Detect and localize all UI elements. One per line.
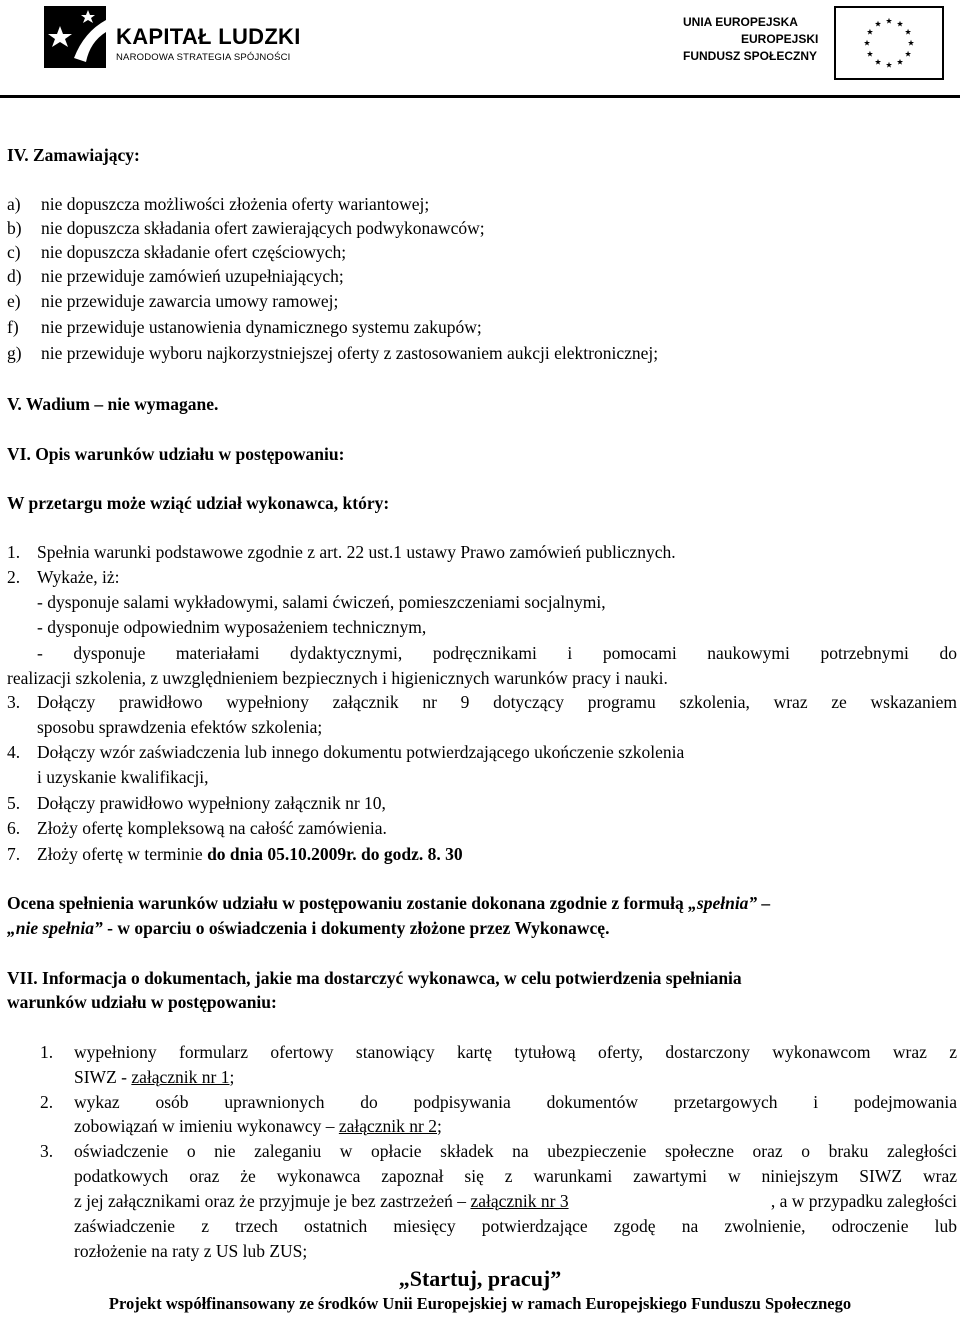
list-item-text: nie dopuszcza składania ofert zawierających podwykonawców; [41,218,485,238]
assessment-line-2 [7,916,609,940]
assessment-line-2-text: - w oparciu o oświadczenia i dokumenty złożone przez Wykonawcę. [102,918,610,938]
section-7-heading-line-1: VII. Informacja o dokumentach, jakie ma dostarczyć wykonawca, w celu potwierdzenia spełniania [7,968,742,988]
section-6-heading: VI. Opis warunków udziału w postępowaniu: [7,444,345,464]
condition-3-line-1: Dołączy prawidłowo wypełniony załącznik nr 9 dotyczący programu szkolenia, wraz ze wskazaniem [37,692,957,712]
document-2-prefix: zobowiązań w imieniu wykonawcy – [74,1116,339,1136]
document-3-line-4: zaświadczenie z trzech ostatnich miesięcy potwierdzające zgodę na zwolnienie, odroczenie lub [74,1216,957,1236]
kapital-ludzki-title: KAPITAŁ LUDZKI [116,24,301,49]
condition-2-sub-1: - dysponuje salami wykładowymi, salami ćwiczeń, pomieszczeniami socjalnymi, [37,592,606,612]
attachment-2-link[interactable]: załącznik nr 2 [338,1116,437,1136]
list-number: 2. [40,1092,54,1112]
document-3-line-5: rozłożenie na raty z US lub ZUS; [74,1241,308,1261]
list-item-text: nie przewiduje wyboru najkorzystniejszej oferty z zastosowaniem aukcji elektronicznej; [41,343,659,363]
document-1-line-1: wypełniony formularz ofertowy stanowiący kartę tytułową oferty, dostarczony wykonawcom wraz z [74,1042,957,1062]
list-number: 3. [7,692,21,712]
document-3-line-2: podatkowych oraz że wykonawca zapoznał się z warunkami zawartymi w niniejszym SIWZ wraz [74,1166,957,1186]
list-item-letter: d) [7,266,22,286]
list-item-text: nie dopuszcza możliwości złożenia oferty wariantowej; [41,194,430,214]
section-6-intro: W przetargu może wziąć udział wykonawca, który: [7,493,390,513]
eu-line-1: UNIA EUROPEJSKA [683,15,798,29]
list-item [7,240,347,264]
condition-7-lead: Złoży ofertę w terminie [37,844,208,864]
list-number: 6. [7,818,21,838]
document-3-line-3 [74,1189,957,1213]
condition-4-line-2: i uzyskanie kwalifikacji, [37,767,209,787]
document-1-suffix: ; [229,1067,235,1087]
condition-2-sub-2: - dysponuje odpowiednim wyposażeniem technicznym, [37,617,427,637]
list-item-text: nie przewiduje ustanowienia dynamicznego systemu zakupów; [41,317,482,337]
list-item [7,289,339,313]
list-item [7,341,659,365]
document-3-suffix: , a w przypadku zaległości [770,1191,957,1211]
list-number: 3. [40,1141,54,1161]
eu-fund-label [683,14,823,65]
condition-2-sub-3-line-2: realizacji szkolenia, z uwzględnieniem bezpiecznych i higienicznych warunków pracy i nauki. [7,668,668,688]
list-item [7,315,482,339]
eu-line-3: FUNDUSZ SPOŁECZNY [683,49,818,63]
condition-1-text: Spełnia warunki podstawowe zgodnie z art. 22 ust.1 ustawy Prawo zamówień publicznych. [37,542,676,562]
list-item-letter: g) [7,343,22,363]
condition-2-sub-3-line-1: - dysponuje materiałami dydaktycznymi, podręcznikami i pomocami naukowymi potrzebnymi do [37,643,957,663]
eu-flag-logo [834,6,944,80]
list-item [7,192,430,216]
page-header [0,0,960,110]
attachment-3-link[interactable]: załącznik nr 3 [470,1191,569,1211]
document-2-line-2 [74,1114,442,1138]
section-5-heading: V. Wadium – nie wymagane. [7,394,219,414]
kapital-ludzki-subtitle: NARODOWA STRATEGIA SPÓJNOŚCI [116,52,291,63]
list-number: 4. [7,742,21,762]
list-item-text: nie przewiduje zamówień uzupełniających; [41,266,344,286]
assessment-not-meets: „nie spełnia” [7,918,103,938]
list-number: 7. [7,844,21,864]
assessment-line-1-text: Ocena spełnienia warunków udziału w postępowaniu zostanie dokonana zgodnie z formułą [7,893,689,913]
list-item-text: nie przewiduje zawarcia umowy ramowej; [41,291,339,311]
deadline-text: do dnia 05.10.2009r. do godz. 8. 30 [207,844,463,864]
footer-cofinancing-note: Projekt współfinansowany ze środków Unii Europejskiej w ramach Europejskiego Funduszu Społecznego [108,1294,852,1313]
document-2-line-1: wykaz osób uprawnionych do podpisywania dokumentów przetargowych i podejmowania [74,1092,957,1112]
list-item-letter: a) [7,194,21,214]
kapital-ludzki-logo [40,2,110,72]
section-7-heading-line-2: warunków udziału w postępowaniu: [7,992,277,1012]
eu-line-2: EUROPEJSKI [741,32,819,46]
condition-3-line-2: sposobu sprawdzenia efektów szkolenia; [37,717,323,737]
list-item-text: nie dopuszcza składanie ofert częściowych; [41,242,347,262]
section-4-heading: IV. Zamawiający: [7,145,140,165]
attachment-1-link[interactable]: załącznik nr 1 [131,1067,230,1087]
condition-4-line-1: Dołączy wzór zaświadczenia lub innego dokumentu potwierdzającego ukończenie szkolenia [37,742,685,762]
list-number: 1. [40,1042,54,1062]
document-3-prefix: z jej załącznikami oraz że przyjmuje je bez zastrzeżeń – [74,1191,471,1211]
list-item [7,264,344,288]
assessment-meets: „spełnia” – [688,893,771,913]
list-number: 1. [7,542,21,562]
document-2-suffix: ; [437,1116,442,1136]
list-item-letter: f) [7,317,19,337]
condition-5-text: Dołączy prawidłowo wypełniony załącznik nr 10, [37,793,386,813]
list-item-letter: b) [7,218,22,238]
list-item-letter: e) [7,291,21,311]
list-number: 2. [7,567,21,587]
condition-2-text: Wykaże, iż: [37,567,120,587]
list-number: 5. [7,793,21,813]
document-1-prefix: SIWZ - [74,1067,132,1087]
list-item-letter: c) [7,242,21,262]
document-3-line-1: oświadczenie o nie zaleganiu w opłacie składek na ubezpieczenie społeczne oraz o braku zaległości [74,1141,957,1161]
document-1-line-2 [74,1065,234,1089]
condition-7-text [37,842,463,866]
list-item [7,216,485,240]
assessment-line-1 [7,891,770,915]
header-divider [0,95,960,98]
footer-slogan: „Startuj, pracuj” [398,1266,562,1291]
condition-6-text: Złoży ofertę kompleksową na całość zamówienia. [37,818,387,838]
